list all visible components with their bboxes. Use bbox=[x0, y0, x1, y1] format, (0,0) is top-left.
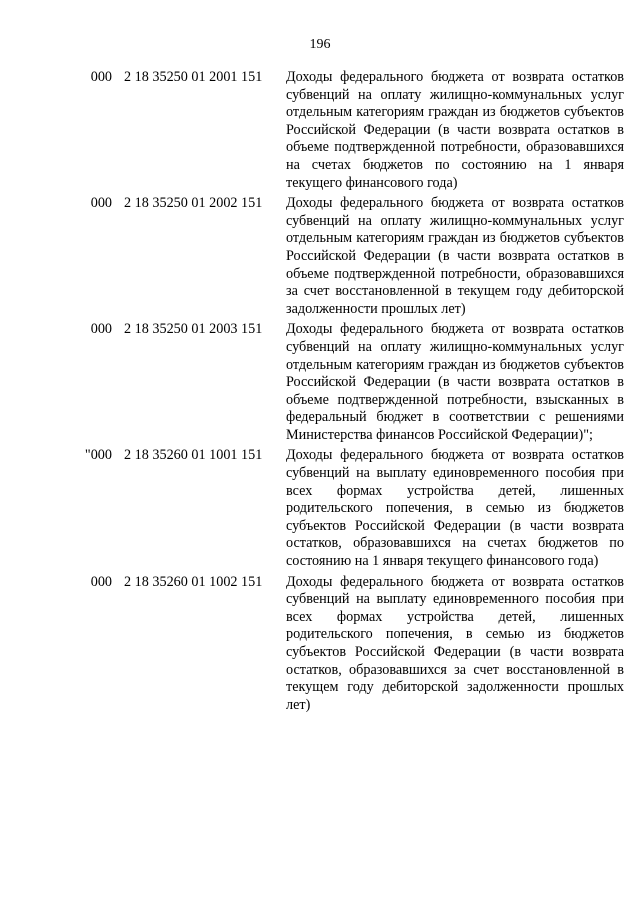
budget-code-entry bbox=[62, 195, 624, 318]
admin-code: 000 bbox=[90, 321, 112, 338]
income-description: Доходы федерального бюджета от возврата остатков субвенций на выплату единовременного пособия при всех формах устройства детей, лишенных родительского попечения, в семью из бюджетов субъектов Российской Федерации (в части возврата остатков, образовавшихся за счет восстановленной в текущем году дебиторской задолженности прошлых лет) bbox=[286, 573, 624, 713]
budget-code-entry bbox=[62, 321, 624, 444]
income-description: Доходы федерального бюджета от возврата остатков субвенций на выплату единовременного пособия при всех формах устройства детей, лишенных родительского попечения, в семью из бюджетов субъектов Российской Федерации (в части возврата остатков, образовавшихся на счетах бюджетов по состоянию на 1 января текущего финансового года) bbox=[286, 447, 624, 570]
page-number: 196 bbox=[309, 37, 331, 52]
classification-code: 2 18 35260 01 1002 151 bbox=[124, 573, 263, 590]
income-description: Доходы федерального бюджета от возврата остатков субвенций на оплату жилищно-коммунальных услуг отдельным категориям граждан из бюджетов субъектов Российской Федерации (в части возврата остатков в объеме подтвержденной потребности, образовавшихся на счетах бюджетов по состоянию на 1 января текущего финансового года) bbox=[286, 69, 624, 191]
classification-code: 2 18 35250 01 2001 151 bbox=[124, 69, 263, 85]
income-description: Доходы федерального бюджета от возврата остатков субвенций на оплату жилищно-коммунальных услуг отдельным категориям граждан из бюджетов субъектов Российской Федерации (в части возврата остатков в объеме подтвержденной потребности, образовавшихся за счет восстановленной в текущем году дебиторской задолженности прошлых лет) bbox=[286, 195, 624, 317]
budget-code-entry bbox=[62, 573, 624, 715]
admin-code: 000 bbox=[90, 69, 112, 85]
income-description: Доходы федерального бюджета от возврата остатков субвенций на оплату жилищно-коммунальных услуг отдельным категориям граждан из бюджетов субъектов Российской Федерации (в части возврата остатков в объеме подтвержденной потребности, взысканных в федеральный бюджет в соответствии с решениями Министерства финансов Российской Федерации)"; bbox=[286, 321, 624, 443]
budget-code-entry bbox=[62, 69, 624, 192]
classification-code: 2 18 35250 01 2003 151 bbox=[124, 321, 263, 338]
classification-code: 2 18 35260 01 1001 151 bbox=[124, 447, 263, 464]
admin-code: 000 bbox=[90, 573, 112, 590]
budget-code-entry bbox=[62, 447, 624, 570]
admin-code: 000 bbox=[90, 195, 112, 212]
classification-code: 2 18 35250 01 2002 151 bbox=[124, 195, 263, 212]
budget-code-list bbox=[62, 69, 624, 717]
admin-code: "000 bbox=[84, 447, 112, 464]
